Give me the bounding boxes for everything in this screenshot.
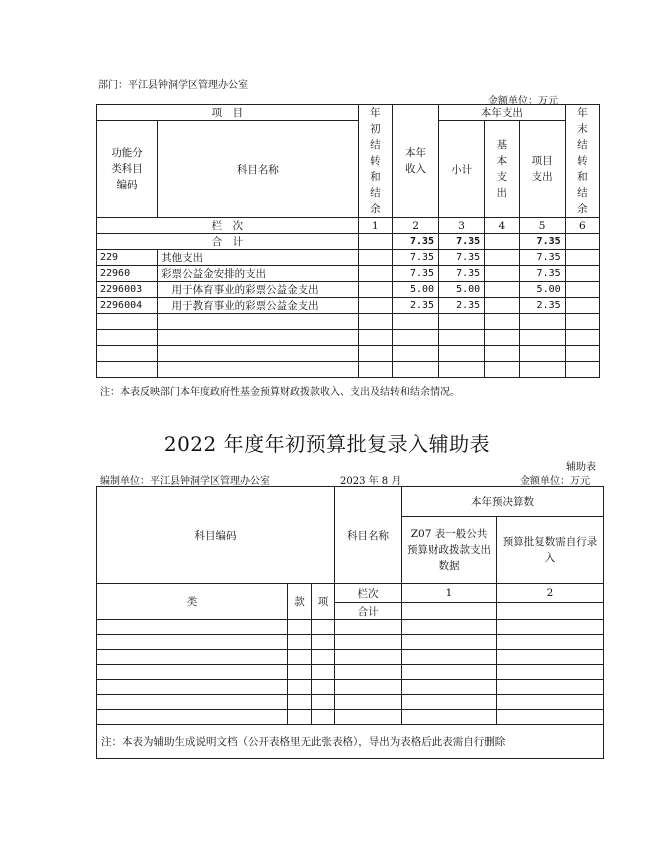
row-subtotal: 2.35 [439,298,485,314]
col-label-2: 栏次 [335,584,402,603]
row-carryover-end [565,298,599,314]
col-num-1: 1 [358,218,392,234]
empty-row [97,680,604,695]
sheet2-note: 注：本表为辅助生成说明文档（公开表格里无此张表格），导出为表格后此表需自行删除 [97,725,604,759]
total-project: 7.35 [519,234,565,250]
sheet2-title: 2022 年度年初预算批复录入辅助表 [163,432,491,456]
header-z07: Z07 表一般公共预算财政拨款支出数据 [402,517,497,584]
row-subtotal: 7.35 [439,250,485,266]
row-carryover-end [565,282,599,298]
table-row [97,266,600,282]
row-name: 其他支出 [158,250,359,266]
row-basic [485,298,519,314]
header-kuan: 款 [288,584,312,620]
row-code: 2296003 [97,282,158,298]
col-num-2: 2 [392,218,438,234]
row-carryover-begin [358,298,392,314]
org-label: 编制单位：平江县钟洞学区管理办公室 [100,476,270,487]
header-carryover-end: 年末结转和结余 [565,105,599,218]
row-carryover-end [565,266,599,282]
empty-row [97,665,604,680]
row-name: 彩票公益金安排的支出 [158,266,359,282]
row-code: 2296004 [97,298,158,314]
col-label: 栏 次 [97,218,359,234]
row-project: 7.35 [519,250,565,266]
row-income: 5.00 [392,282,438,298]
col-num-5: 5 [519,218,565,234]
header-expend-group: 本年支出 [439,105,566,121]
row-project: 2.35 [519,298,565,314]
col-2: 2 [497,584,604,603]
header-basic: 基本支出 [485,121,519,218]
header-item-group: 项 目 [97,105,359,121]
total-z07 [402,603,497,620]
col-num-3: 3 [439,218,485,234]
col-num-6: 6 [565,218,599,234]
header-xiang: 项 [312,584,335,620]
header-final-group: 本年预决算数 [402,487,604,517]
sheet1-note: 注：本表反映部门本年度政府性基金预算财政拨款收入、支出及结转和结余情况。 [100,387,460,398]
header-project: 项目支出 [519,121,565,218]
total-income: 7.35 [392,234,438,250]
total-carryover-end [565,234,599,250]
total-carryover-begin [358,234,392,250]
fund-budget-table [96,104,600,378]
header-subject-name-2: 科目名称 [335,487,402,584]
header-lei: 类 [97,584,288,620]
empty-row [97,710,604,725]
row-code: 22960 [97,266,158,282]
total-self-entry [497,603,604,620]
total-label-2: 合计 [335,603,402,620]
empty-row [97,314,600,330]
header-subject-name: 科目名称 [158,121,359,218]
row-carryover-end [565,250,599,266]
table-row [97,282,600,298]
row-project: 7.35 [519,266,565,282]
aux-label: 辅助表 [566,462,596,473]
date-label: 2023 年 8 月 [340,476,402,487]
row-basic [485,282,519,298]
row-income: 7.35 [392,250,438,266]
row-subtotal: 7.35 [439,266,485,282]
dept-label: 部门：平江县钟洞学区管理办公室 [98,80,248,91]
row-name: 用于教育事业的彩票公益金支出 [158,298,359,314]
empty-row [97,635,604,650]
aux-input-table [96,486,604,759]
row-project: 5.00 [519,282,565,298]
row-basic [485,250,519,266]
empty-row [97,346,600,362]
empty-row [97,695,604,710]
header-income: 本年收入 [392,105,438,218]
col-1: 1 [402,584,497,603]
empty-row [97,620,604,635]
row-income: 2.35 [392,298,438,314]
row-basic [485,266,519,282]
row-name: 用于体育事业的彩票公益金支出 [158,282,359,298]
header-self-entry: 预算批复数需自行录入 [497,517,604,584]
table-row [97,250,600,266]
row-subtotal: 5.00 [439,282,485,298]
unit-label: 金额单位：万元 [488,96,558,107]
row-code: 229 [97,250,158,266]
total-basic [485,234,519,250]
total-label: 合 计 [97,234,359,250]
row-carryover-begin [358,250,392,266]
empty-row [97,650,604,665]
header-subject-code: 科目编码 [97,487,335,584]
row-carryover-begin [358,266,392,282]
row-income: 7.35 [392,266,438,282]
total-subtotal: 7.35 [439,234,485,250]
empty-row [97,362,600,378]
header-carryover-begin: 年初结转和结余 [358,105,392,218]
empty-row [97,330,600,346]
header-func-code: 功能分类科目编码 [97,121,158,218]
header-subtotal: 小计 [439,121,485,218]
col-num-4: 4 [485,218,519,234]
unit-label-2: 金额单位：万元 [520,476,590,487]
table-row [97,298,600,314]
row-carryover-begin [358,282,392,298]
